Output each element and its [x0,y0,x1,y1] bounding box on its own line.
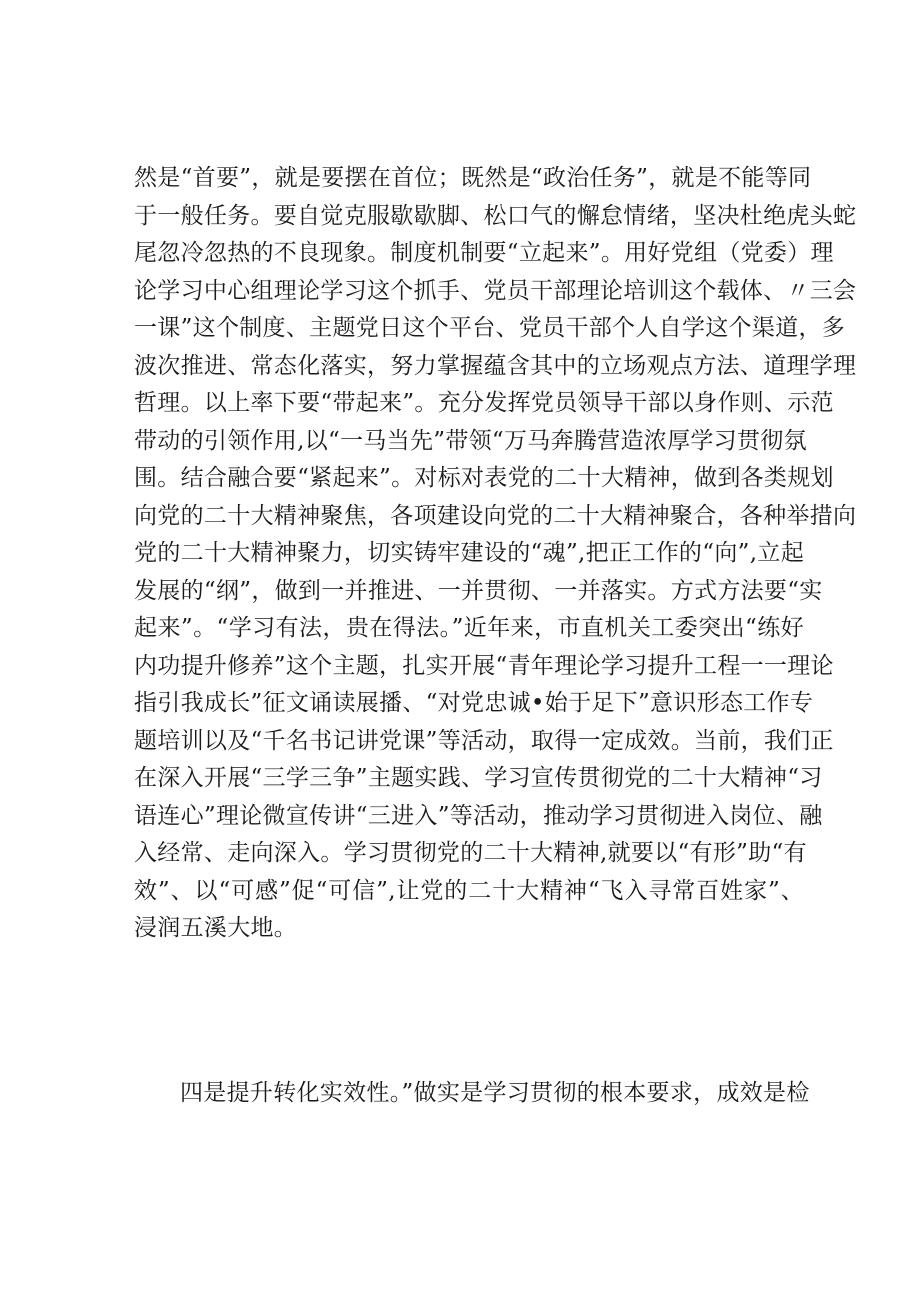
paragraph-1-line-15: 指引我成长”征文诵读展播、“对党忠诚•始于足下”意识形态工作专 [134,690,814,716]
paragraph-1-line-2: 于一般任务。要自觉克服歇歇脚、松口气的懈怠情绪，坚决杜绝虎头蛇 [134,202,857,229]
paragraph-1-line-20: 效”、以“可感”促“可信”,让党的二十大精神“飞入寻常百姓家”、 [134,877,804,904]
paragraph-1-line-1: 然是“首要”，就是要摆在首位；既然是“政治任务”，就是不能等同 [134,165,812,191]
paragraph-1-line-7: 哲理。以上率下要“带起来”。充分发挥党员领导干部以身作则、示范 [134,390,834,416]
paragraph-1-line-4: 论学习中心组理论学习这个抓手、党员干部理论培训这个载体、〃三会 [134,277,857,304]
paragraph-1-line-19: 入经常、走向深入。学习贯彻党的二十大精神,就要以“有形”助“有 [134,840,807,866]
paragraph-1-line-14: 内功提升修养”这个主题，扎实开展“青年理论学习提升工程一一理论 [134,652,834,679]
paragraph-1-line-10: 向党的二十大精神聚焦，各项建设向党的二十大精神聚合，各种举措向 [134,502,857,529]
paragraph-1-line-3: 尾忽冷忽热的不良现象。制度机制要“立起来”。用好党组（党委）理 [134,240,834,266]
paragraph-1-line-17: 在深入开展“三学三争”主题实践、学习宣传贯彻党的二十大精神“习 [134,765,823,791]
paragraph-1-line-11: 党的二十大精神聚力，切实铸牢建设的“魂”,把正工作的“向”,立起 [134,540,804,566]
paragraph-2 [134,1075,810,1113]
paragraph-1-line-12: 发展的“纲”，做到一并推进、一并贯彻、一并落实。方式方法要“实 [134,577,823,604]
paragraph-2-line-1: 四是提升转化实效性。”做实是学习贯彻的根本要求，成效是检 [180,1080,810,1106]
paragraph-1-line-21: 浸润五溪大地。 [134,915,298,941]
paragraph-1 [134,160,857,948]
paragraph-1-line-6: 波次推进、常态化落实，努力掌握蕴含其中的立场观点方法、道理学理 [134,352,857,379]
paragraph-1-line-8: 带动的引领作用,以“一马当先”带领“万马奔腾营造浓厚学习贯彻氛 [134,427,807,454]
paragraph-1-line-16: 题培训以及“千名书记讲党课”等活动，取得一定成效。当前，我们正 [134,727,834,754]
paragraph-1-line-13: 起来”。“学习有法，贵在得法。”近年来，市直机关工委突出“练好 [134,615,804,641]
paragraph-1-line-9: 围。结合融合要“紧起来”。对标对表党的二十大精神，做到各类规划 [134,465,834,491]
paragraph-1-line-5: 一课”这个制度、主题党日这个平台、党员干部个人自学这个渠道，多 [134,315,846,341]
paragraph-1-line-18: 语连心”理论微宣传讲“三进入”等活动，推动学习贯彻进入岗位、融 [134,802,823,829]
